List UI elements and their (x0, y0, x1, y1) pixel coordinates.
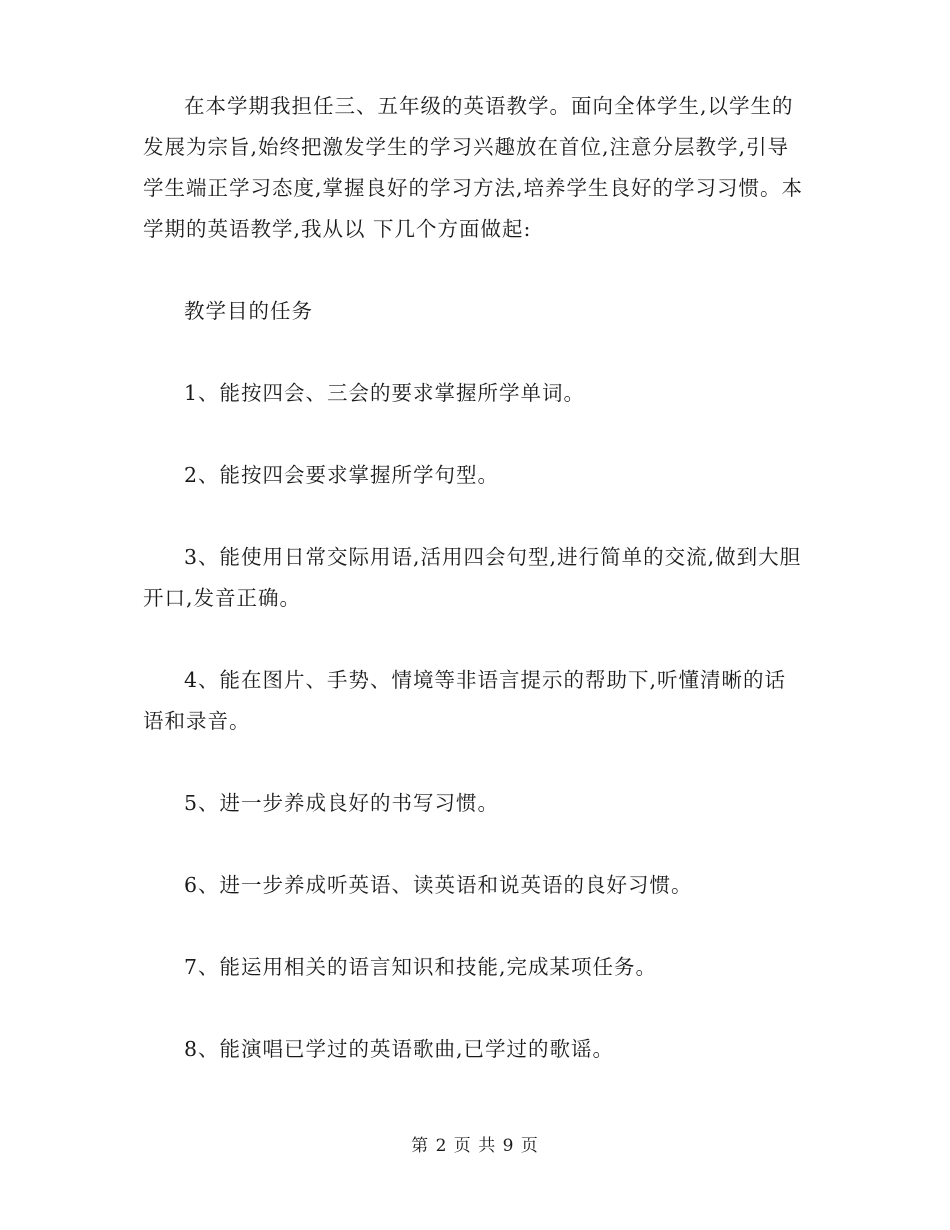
intro-paragraph: 在本学期我担任三、五年级的英语教学。面向全体学生,以学生的发展为宗旨,始终把激发学生的学习兴趣放在首位,注意分层教学,引导学生端正学习态度,掌握良好的学习方法,培养学生良好的学习习惯。本学期的英语教学,我从以 下几个方面做起: (143, 94, 804, 241)
list-item: 5、进一步养成良好的书写习惯。 (184, 791, 500, 815)
list-item: 2、能按四会要求掌握所学句型。 (184, 463, 500, 487)
section-heading: 教学目的任务 (184, 299, 313, 323)
list-item: 4、能在图片、手势、情境等非语言提示的帮助下,听懂清晰的话语和录音。 (143, 668, 787, 733)
list-item: 3、能使用日常交际用语,活用四会句型,进行简单的交流,做到大胆开口,发音正确。 (143, 545, 802, 610)
list-item: 6、进一步养成听英语、读英语和说英语的良好习惯。 (184, 873, 693, 897)
list-item: 7、能运用相关的语言知识和技能,完成某项任务。 (184, 955, 658, 979)
page-number-footer: 第 2 页 共 9 页 (411, 1136, 539, 1156)
document-body (143, 86, 807, 1111)
list-item: 8、能演唱已学过的英语歌曲,已学过的歌谣。 (184, 1037, 615, 1061)
list-item: 1、能按四会、三会的要求掌握所学单词。 (184, 381, 586, 405)
